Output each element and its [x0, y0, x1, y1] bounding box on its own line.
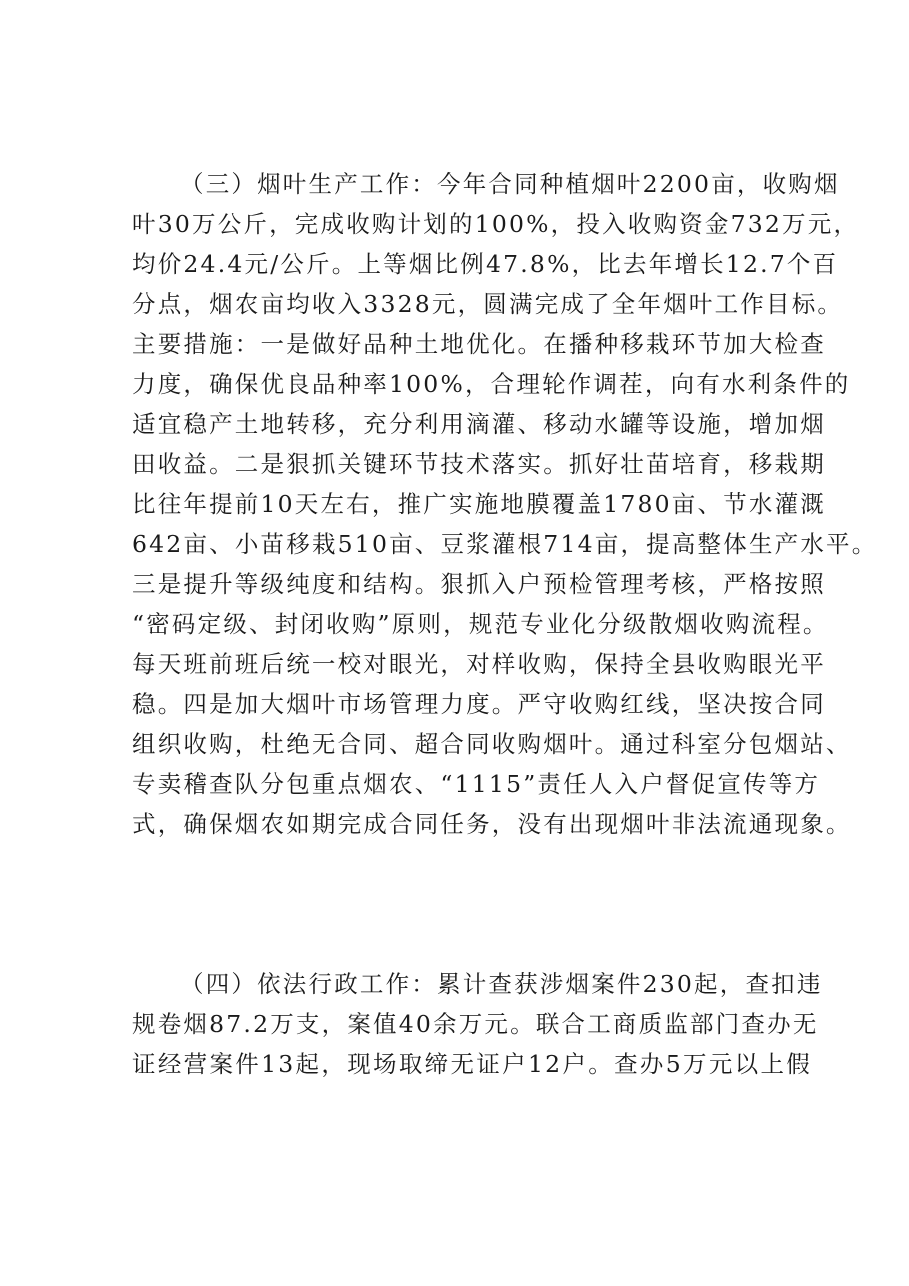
text-line: 三是提升等级纯度和结构。狠抓入户预检管理考核，严格按照	[132, 570, 826, 598]
paragraph-law-enforcement	[132, 964, 823, 1084]
text-line: 642亩、小苗移栽510亩、豆浆灌根714亩，提高整体生产水平。	[132, 530, 878, 558]
text-line: （三）烟叶生产工作：今年合同种植烟叶2200亩，收购烟	[180, 170, 840, 198]
text-line: 式，确保烟农如期完成合同任务，没有出现烟叶非法流通现象。	[132, 810, 852, 838]
text-line: 证经营案件13起，现场取缔无证户12户。查办5万元以上假	[132, 1050, 812, 1078]
text-line: （四）依法行政工作：累计查获涉烟案件230起，查扣违	[180, 970, 823, 998]
text-line: 力度，确保优良品种率100%，合理轮作调茬，向有水利条件的	[132, 370, 851, 398]
text-line: 规卷烟87.2万支，案值40余万元。联合工商质监部门查办无	[132, 1010, 819, 1038]
text-line: 均价24.4元/公斤。上等烟比例47.8%，比去年增长12.7个百	[132, 250, 839, 278]
text-line: 专卖稽查队分包重点烟农、“1115”责任人入户督促宣传等方	[132, 770, 821, 798]
text-line: 田收益。二是狠抓关键环节技术落实。抓好壮苗培育，移栽期	[132, 450, 826, 478]
text-line: 分点，烟农亩均收入3328元，圆满完成了全年烟叶工作目标。	[132, 290, 844, 318]
text-line: 叶30万公斤，完成收购计划的100%，投入收购资金732万元，	[132, 210, 860, 238]
text-line: 每天班前班后统一校对眼光，对样收购，保持全县收购眼光平	[132, 650, 826, 678]
paragraph-tobacco-production	[132, 164, 878, 844]
text-line: 稳。四是加大烟叶市场管理力度。严守收购红线，坚决按合同	[132, 690, 826, 718]
text-line: 适宜稳产土地转移，充分利用滴灌、移动水罐等设施，增加烟	[132, 410, 826, 438]
text-line: 主要措施：一是做好品种土地优化。在播种移栽环节加大检查	[132, 330, 826, 358]
text-line: “密码定级、封闭收购”原则，规范专业化分级散烟收购流程。	[132, 610, 829, 638]
text-line: 比往年提前10天左右，推广实施地膜覆盖1780亩、节水灌溉	[132, 490, 827, 518]
text-line: 组织收购，杜绝无合同、超合同收购烟叶。通过科室分包烟站、	[132, 730, 852, 758]
